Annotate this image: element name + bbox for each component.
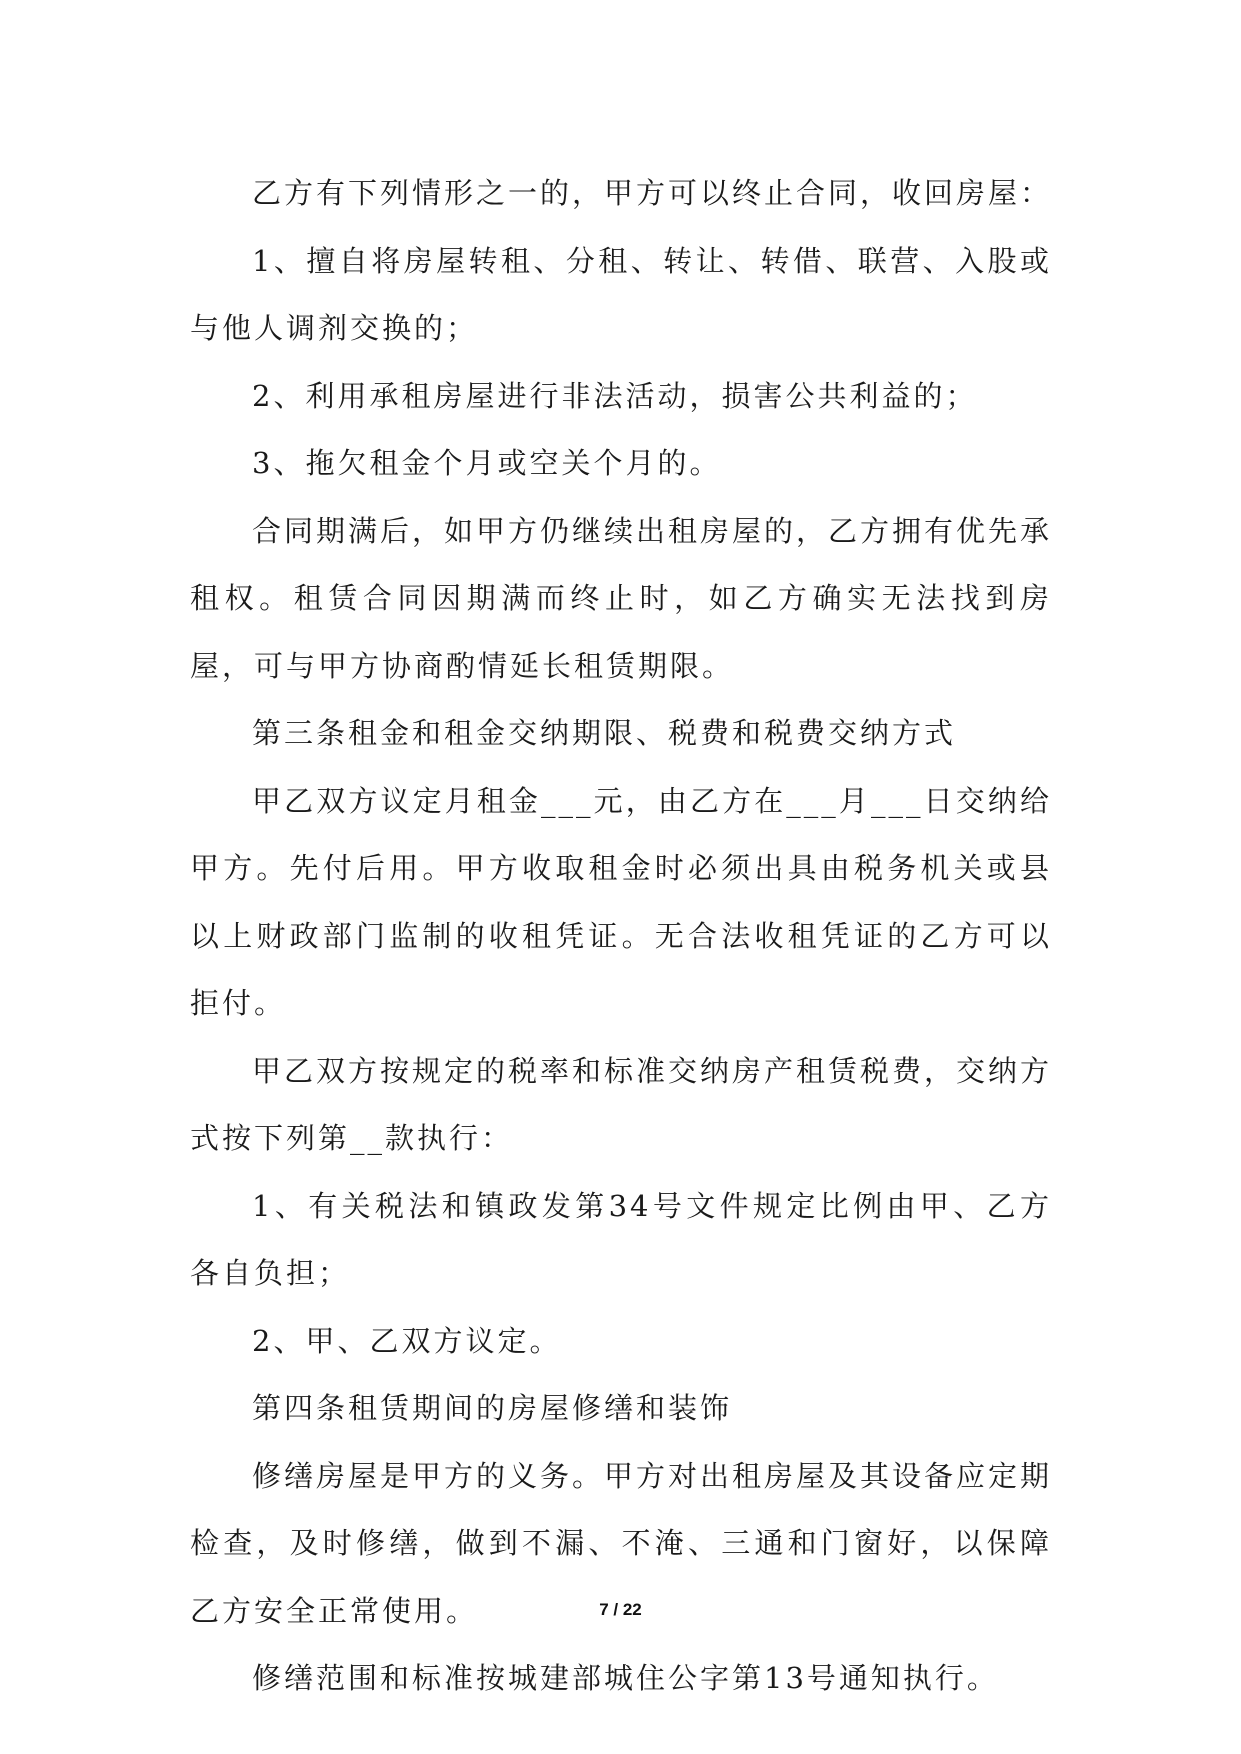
section-heading-article-3: 第三条租金和租金交纳期限、税费和税费交纳方式 [252, 716, 957, 750]
section-heading-article-4: 第四条租赁期间的房屋修缮和装饰 [252, 1391, 733, 1425]
document-body [190, 160, 1052, 1713]
paragraph-termination-intro: 乙方有下列情形之一的，甲方可以终止合同，收回房屋： [252, 176, 1053, 210]
paragraph-illegal-use-clause: 2、利用承租房屋进行非法活动，损害公共利益的； [252, 378, 978, 413]
paragraph-arrears-clause: 3、拖欠租金个月或空关个月的。 [252, 446, 722, 480]
paragraph-tax-option-2: 2、甲、乙双方议定。 [252, 1323, 562, 1358]
page-number: 7 / 22 [599, 1600, 642, 1619]
paragraph-sublet-clause: 1、擅自将房屋转租、分租、转让、转借、联营、入股或与他人调剂交换的； [190, 243, 1052, 345]
paragraph-renewal-priority: 合同期满后，如甲方仍继续出租房屋的，乙方拥有优先承租权。租赁合同因期满而终止时，如乙方确实无法找到房屋，可与甲方协商酌情延长租赁期限。 [190, 513, 1053, 683]
paragraph-repair-duty: 修缮房屋是甲方的义务。甲方对出租房屋及其设备应定期检查，及时修缮，做到不漏、不淹、三通和门窗好，以保障乙方安全正常使用。 [190, 1458, 1053, 1628]
paragraph-repair-standard: 修缮范围和标准按城建部城住公字第13号通知执行。 [252, 1661, 999, 1695]
paragraph-tax-payment: 甲乙双方按规定的税率和标准交纳房产租赁税费，交纳方式按下列第__款执行： [190, 1053, 1053, 1155]
paragraph-monthly-rent: 甲乙双方议定月租金___元，由乙方在___月___日交纳给甲方。先付后用。甲方收取租金时必须出具由税务机关或县以上财政部门监制的收租凭证。无合法收租凭证的乙方可以拒付。 [190, 783, 1052, 1020]
paragraph-tax-option-1: 1、有关税法和镇政发第34号文件规定比例由甲、乙方各自负担； [190, 1188, 1052, 1290]
